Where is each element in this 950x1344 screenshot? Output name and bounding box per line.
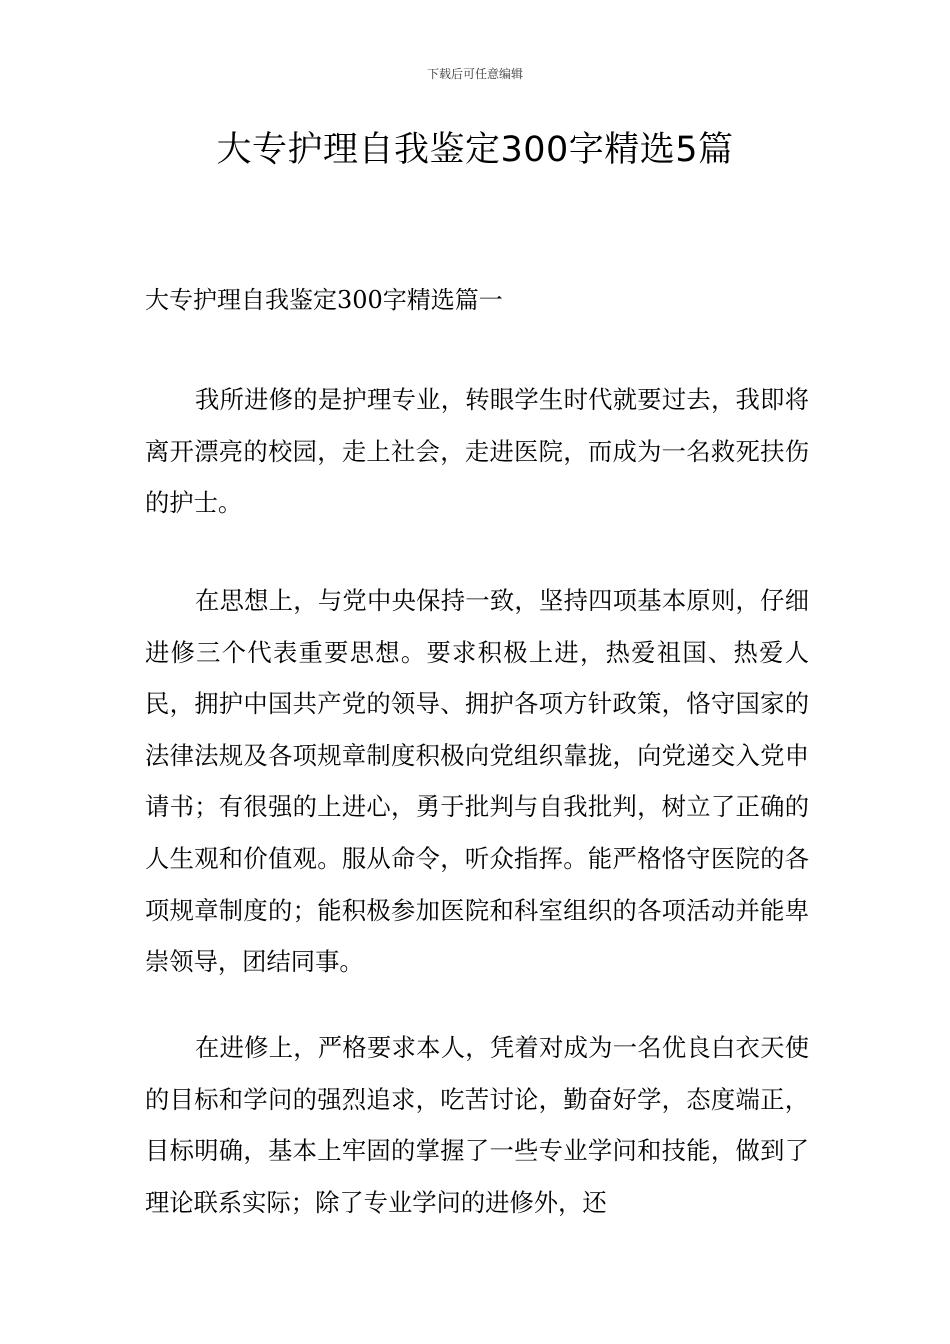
body-paragraph-2: 在思想上，与党中央保持一致，坚持四项基本原则，仔细进修三个代表重要思想。要求积极上进，热爱祖国、热爱人民，拥护中国共产党的领导、拥护各项方针政策，恪守国家的法律法规及各项规章制度积极向党组织靠拢，向党递交入党申请书；有很强的上进心，勇于批判与自我批判，树立了正确的人生观和价值观。服从命令，听众指挥。能严格恪守医院的各项规章制度的；能积极参加医院和科室组织的各项活动并能卑崇领导，团结同事。 bbox=[145, 586, 809, 977]
header-note: 下载后可任意编辑 bbox=[426, 67, 523, 81]
document-title: 大专护理自我鉴定300字精选5篇 bbox=[216, 130, 734, 170]
body-paragraph-1: 我所进修的是护理专业，转眼学生时代就要过去，我即将离开漂亮的校园，走上社会，走进医院，而成为一名救死扶伤的护士。 bbox=[145, 385, 809, 518]
section-heading: 大专护理自我鉴定300字精选篇一 bbox=[145, 286, 503, 314]
body-paragraph-3: 在进修上，严格要求本人，凭着对成为一名优良白衣天使的目标和学问的强烈追求，吃苦讨论，勤奋好学，态度端正，目标明确，基本上牢固的掌握了一些专业学问和技能，做到了理论联系实际；除了专业学问的进修外，还 bbox=[145, 1033, 809, 1217]
